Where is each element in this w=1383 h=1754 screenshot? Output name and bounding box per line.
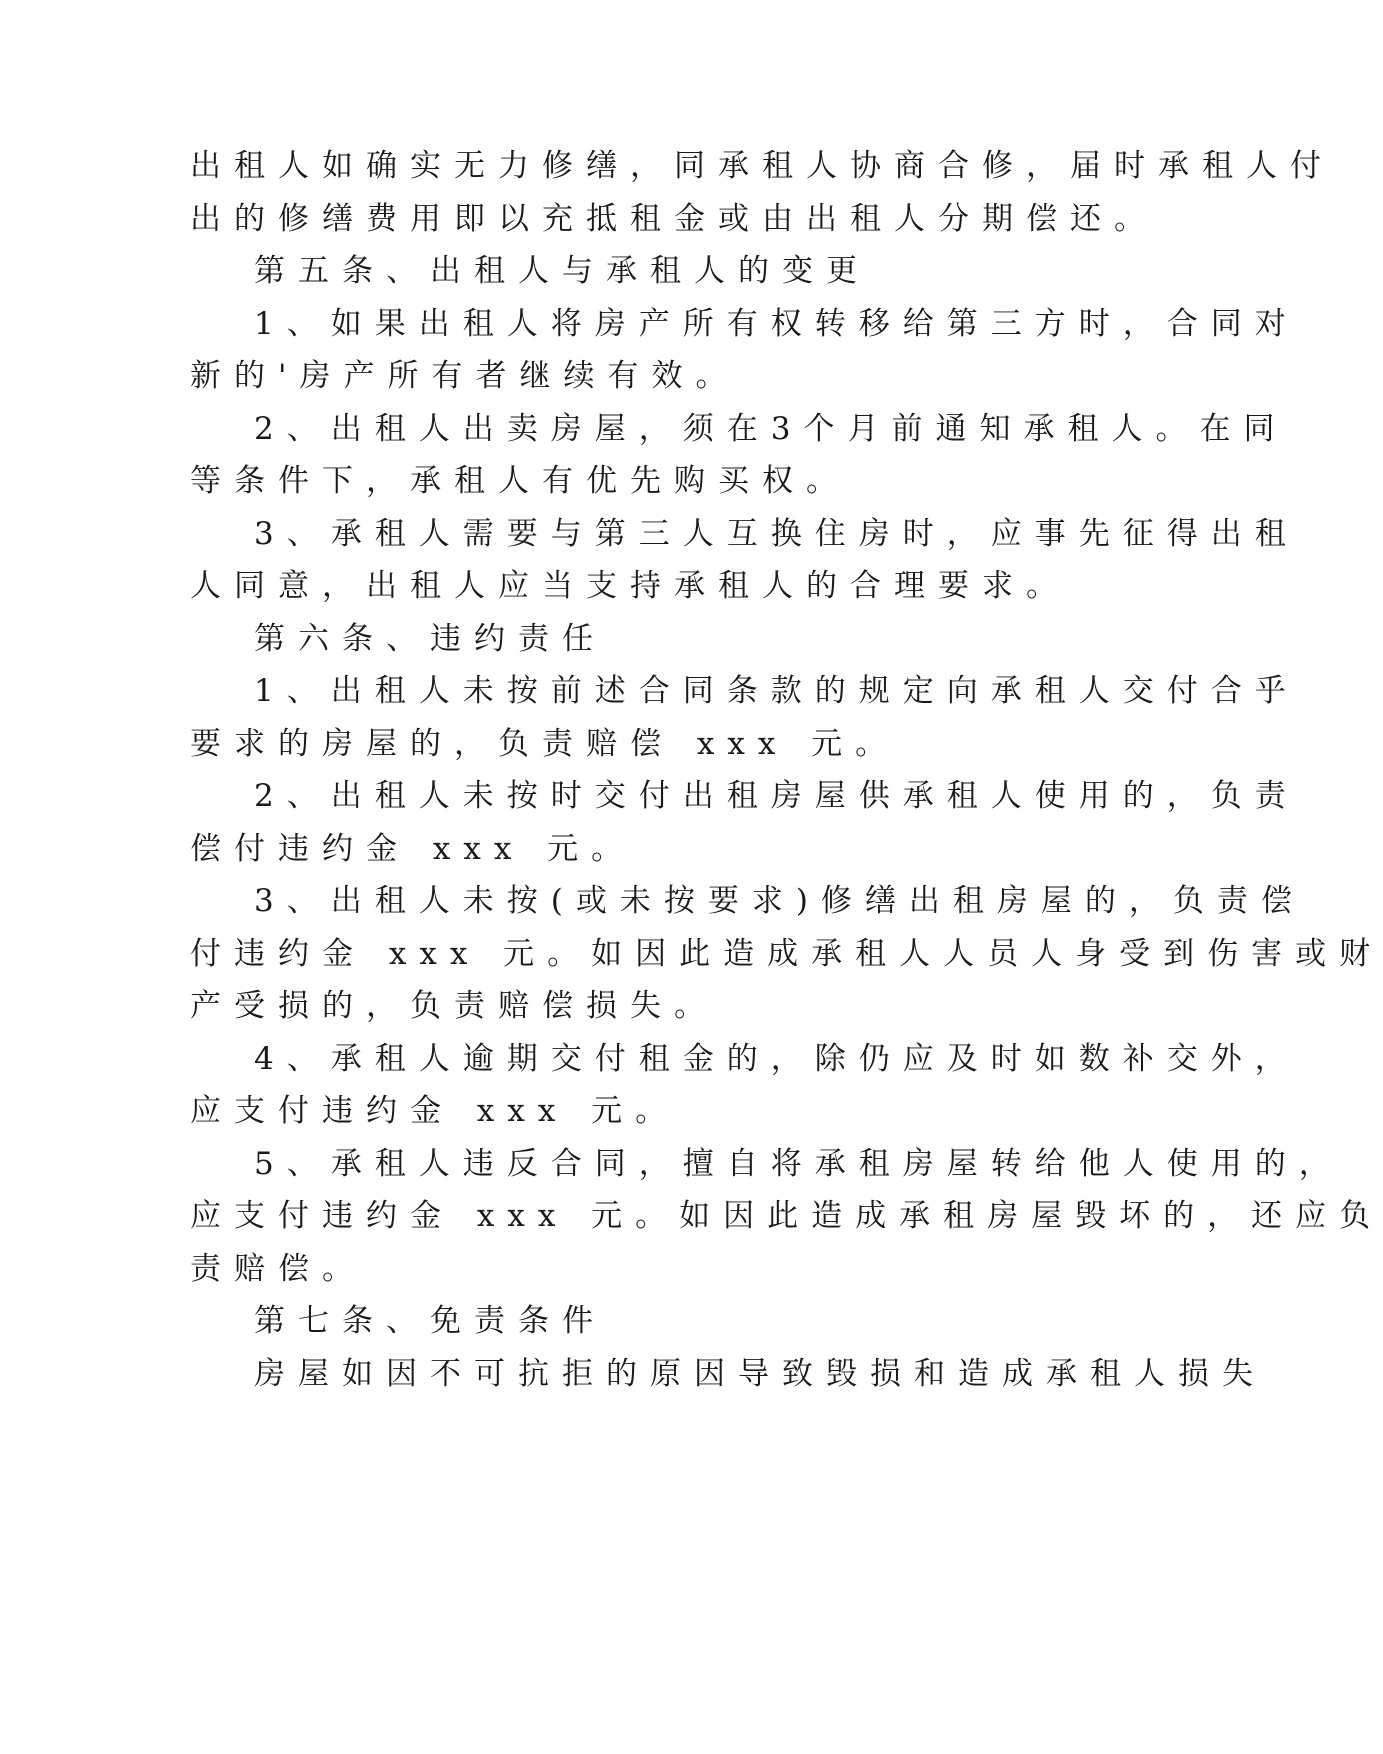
text-line: 3、出租人未按(或未按要求)修缮出租房屋的，负责偿 [254,883,1305,919]
section-heading: 第七条、免责条件 [254,1303,606,1339]
text-line: 偿付违约金 xxx 元。 [190,831,636,867]
text-line: 2、出租人出卖房屋，须在3个月前通知承租人。在同 [254,411,1288,447]
text-line: 产受损的，负责赔偿损失。 [190,988,718,1024]
text-line: 2、出租人未按时交付出租房屋供承租人使用的，负责 [254,778,1299,814]
text-line: 出的修缮费用即以充抵租金或由出租人分期偿还。 [190,201,1158,237]
text-line: 付违约金 xxx 元。如因此造成承租人人员人身受到伤害或财 [190,936,1383,972]
text-line: 要求的房屋的，负责赔偿 xxx 元。 [190,726,900,762]
text-line: 应支付违约金 xxx 元。如因此造成承租房屋毁坏的，还应负 [190,1198,1383,1234]
text-line: 责赔偿。 [190,1251,366,1287]
text-line: 1、出租人未按前述合同条款的规定向承租人交付合乎 [254,673,1299,709]
text-line: 人同意，出租人应当支持承租人的合理要求。 [190,568,1070,604]
text-line: 新的'房产所有者继续有效。 [190,358,740,394]
section-heading: 第五条、出租人与承租人的变更 [254,253,870,289]
text-line: 1、如果出租人将房产所有权转移给第三方时，合同对 [254,306,1299,342]
text-line: 房屋如因不可抗拒的原因导致毁损和造成承租人损失 [254,1356,1266,1392]
text-line: 应支付违约金 xxx 元。 [190,1093,680,1129]
text-line: 5、承租人违反合同，擅自将承租房屋转给他人使用的， [254,1146,1343,1182]
text-line: 4、承租人逾期交付租金的，除仍应及时如数补交外， [254,1041,1299,1077]
section-heading: 第六条、违约责任 [254,621,606,657]
text-line: 3、承租人需要与第三人互换住房时，应事先征得出租 [254,516,1299,552]
text-line: 出租人如确实无力修缮，同承租人协商合修，届时承租人付 [190,148,1334,184]
text-line: 等条件下，承租人有优先购买权。 [190,463,850,499]
